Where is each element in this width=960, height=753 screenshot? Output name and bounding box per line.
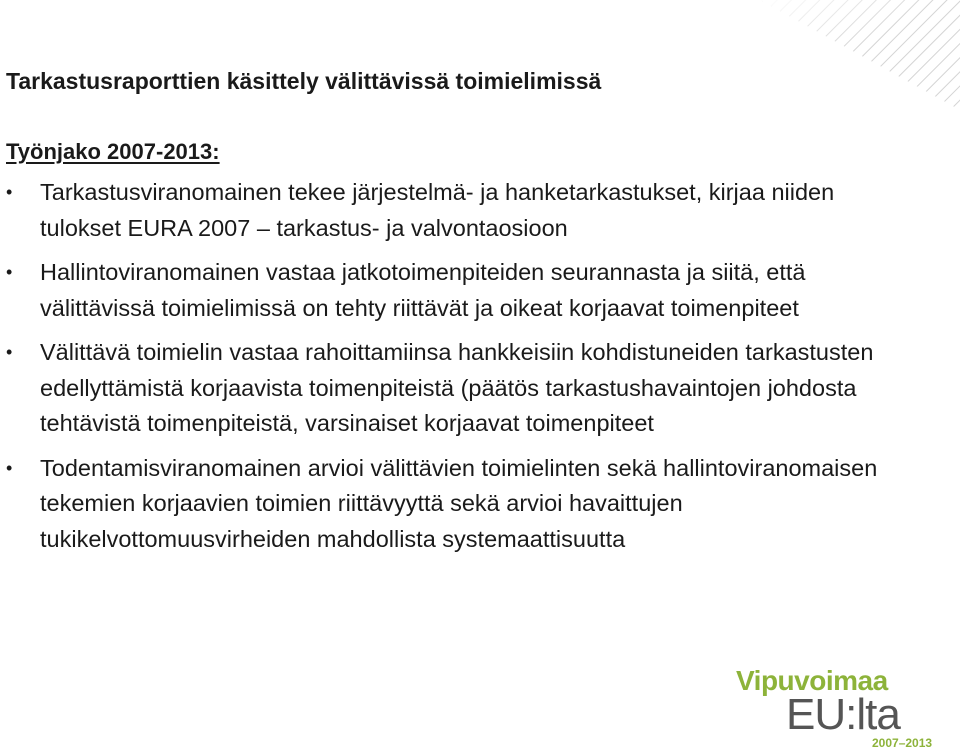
logo-top-text: Vipuvoimaa: [736, 665, 888, 696]
bullet-icon: •: [6, 262, 13, 282]
bullet-text: Hallintoviranomainen vastaa jatkotoimenpiteiden seurannasta ja siitä, että välittävissä toimielimissä on tehty riittävät ja oikeat korjaavat toimenpiteet: [40, 259, 806, 321]
vipuvoimaa-eu-logo: [732, 664, 932, 753]
bullet-icon: •: [6, 457, 13, 478]
bullet-list: [0, 175, 915, 566]
bullet-text: Tarkastusviranomainen tekee järjestelmä- ja hanketarkastukset, kirjaa niiden tulokset EURA 2007 – tarkastus- ja valvontaosioon: [40, 179, 835, 241]
bullet-item: [0, 451, 915, 558]
corner-diagonal-pattern: [720, 0, 960, 110]
section-heading: Työnjako 2007-2013:: [6, 139, 220, 164]
bullet-text: Välittävä toimielin vastaa rahoittamiinsa hankkeisiin kohdistuneiden tarkastusten edellyttämistä korjaavista toimenpiteistä (päätös tarkastushavaintojen johdosta tehtävistä toimenpiteistä, varsinaiset korjaavat toimenpiteet: [40, 339, 874, 436]
bullet-icon: •: [6, 182, 13, 202]
bullet-icon: •: [6, 342, 13, 362]
logo-years-text: 2007–2013: [872, 736, 933, 750]
bullet-item: [0, 175, 915, 246]
bullet-item: [0, 255, 915, 326]
bullet-item: [0, 335, 915, 442]
logo-main-text: EU:lta: [786, 690, 900, 739]
bullet-text: Todentamisviranomainen arvioi välittävien toimielinten sekä hallintoviranomaisen tekemien korjaavien toimien riittävyyttä sekä arvioi havaittujen tukikelvottomuusvirheiden mahdollista systemaattisuutta: [40, 454, 878, 552]
slide-title: Tarkastusraporttien käsittely välittävissä toimielimissä: [6, 68, 602, 94]
